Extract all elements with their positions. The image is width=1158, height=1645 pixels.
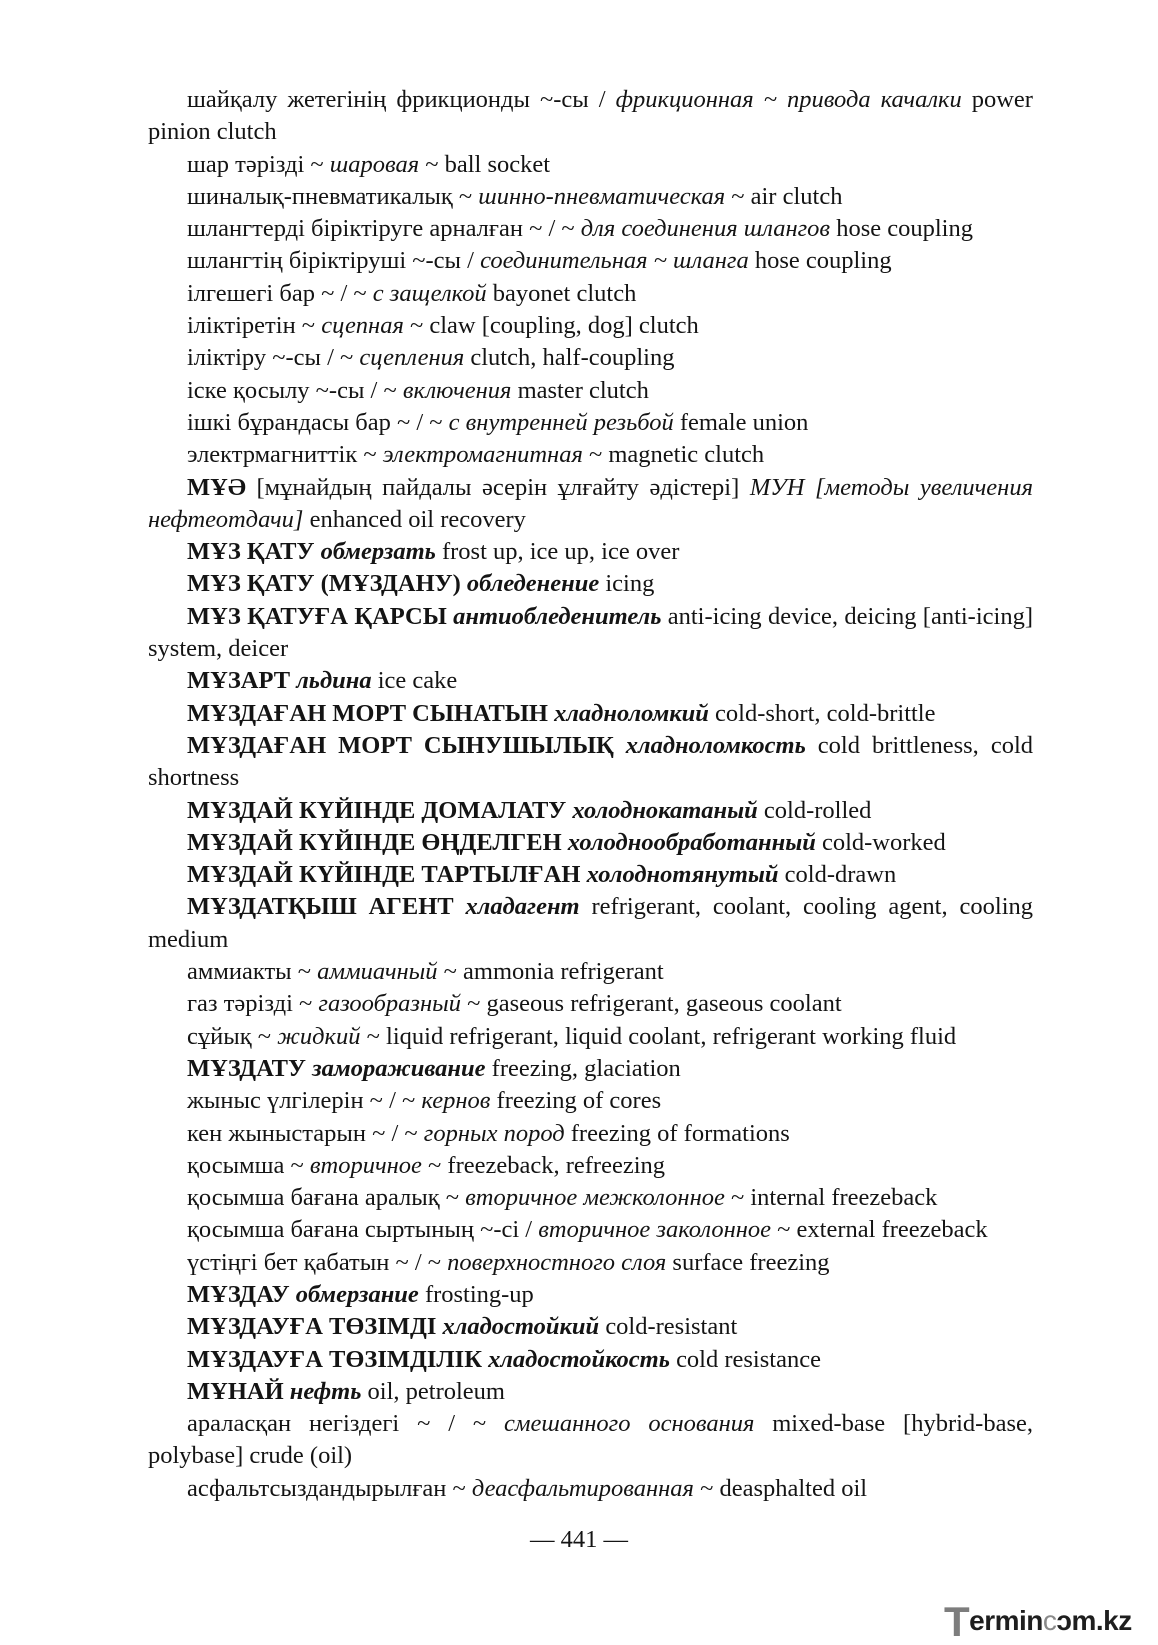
- entry-text: clutch, half-coupling: [464, 344, 675, 372]
- entry-headword: МҰЗДАУҒА ТӨЗІМДІ: [187, 1313, 437, 1341]
- entry-headword: МҰӘ: [187, 473, 246, 501]
- dictionary-entry: [148, 1118, 1033, 1150]
- entry-text: іске қосылу ~-сы / ~: [187, 376, 403, 404]
- dictionary-entry: [148, 1279, 1033, 1311]
- entry-russian-headword: антиобледенитель: [453, 602, 662, 630]
- entry-russian: с внутренней резьбой: [448, 408, 674, 436]
- dictionary-entry: [148, 1473, 1033, 1505]
- entry-text: [614, 732, 626, 759]
- entry-text: ~ ball socket: [419, 150, 551, 178]
- entry-russian: электромагнитная: [382, 441, 583, 469]
- entry-russian-headword: обмерзание: [295, 1280, 419, 1308]
- watermark-part-1: ermin: [969, 1605, 1043, 1636]
- entry-russian-headword: льдина: [296, 667, 372, 695]
- entry-russian-headword: холоднотянутый: [586, 861, 779, 889]
- dictionary-entry: [148, 730, 1033, 795]
- dictionary-entry: [148, 1214, 1033, 1246]
- entry-russian: включения: [402, 376, 512, 404]
- entry-russian: аммиачный: [317, 958, 438, 986]
- dictionary-entry: [148, 375, 1033, 407]
- entry-text: cold-drawn: [778, 861, 897, 889]
- entry-russian: жидкий: [277, 1022, 361, 1050]
- entry-russian: шинно-пневматическая: [478, 182, 726, 210]
- entry-text: ~ deasphalted oil: [693, 1474, 868, 1502]
- entry-text: қосымша бағана сыртының ~-сі /: [187, 1216, 539, 1244]
- entry-headword: МҰНАЙ: [187, 1377, 284, 1405]
- dictionary-entry: [148, 1408, 1033, 1473]
- entry-text: араласқан негіздегі ~ / ~: [187, 1410, 504, 1438]
- entry-russian: поверхностного слоя: [447, 1248, 667, 1276]
- dictionary-entry: [148, 665, 1033, 697]
- entry-headword: МҰЗДАҒАН МОРТ СЫНАТЫН: [187, 699, 548, 727]
- entry-text: іліктіретін ~: [187, 312, 322, 340]
- entry-headword: МҰЗДАУ: [187, 1280, 290, 1308]
- entry-headword: МҰЗДАЙ КҮЙІНДЕ ДОМАЛАТУ: [187, 796, 567, 824]
- entry-text: frosting-up: [418, 1280, 534, 1308]
- entry-headword: МҰЗАРТ: [187, 667, 291, 695]
- dictionary-entry: [148, 181, 1033, 213]
- entry-text: шлангтерді біріктіруге арналған ~ / ~: [187, 215, 581, 243]
- entry-text: ішкі бұрандасы бар ~ / ~: [187, 408, 449, 436]
- dictionary-entry: [148, 1053, 1033, 1085]
- dictionary-entry: [148, 1085, 1033, 1117]
- dictionary-entry: [148, 1247, 1033, 1279]
- entry-headword: МҰЗ ҚАТУҒА ҚАРСЫ: [187, 602, 447, 630]
- entry-text: аммиакты ~: [187, 958, 318, 986]
- watermark-initial: T: [944, 1598, 970, 1645]
- dictionary-entry: [148, 536, 1033, 568]
- entry-russian: смешанного основания: [503, 1410, 755, 1438]
- entry-russian-headword: обледенение: [466, 570, 600, 598]
- entry-text: қосымша бағана аралық ~: [187, 1184, 466, 1212]
- dictionary-entry: [148, 407, 1033, 439]
- dictionary-entry: [148, 891, 1033, 956]
- entry-text: қосымша ~: [187, 1151, 310, 1179]
- dictionary-entry: [148, 795, 1033, 827]
- entry-russian-headword: обмерзать: [320, 538, 436, 566]
- entry-russian: деасфальтированная: [471, 1474, 694, 1502]
- dictionary-entry: [148, 278, 1033, 310]
- magnifier-icon: c: [1042, 1605, 1057, 1636]
- entry-russian: сцепления: [359, 344, 465, 372]
- entry-text: ~ gaseous refrigerant, gaseous coolant: [461, 990, 842, 1018]
- dictionary-text: [148, 84, 1033, 1505]
- entry-russian-headword: хладноломкость: [625, 731, 806, 759]
- entry-text: frost up, ice up, ice over: [435, 538, 680, 566]
- entry-text: freezing of cores: [490, 1087, 662, 1115]
- dictionary-entry: [148, 698, 1033, 730]
- entry-headword: МҰЗДАТУ: [187, 1054, 306, 1082]
- entry-text: hose coupling: [748, 247, 892, 275]
- entry-russian: сцепная: [321, 312, 404, 340]
- entry-russian-headword: замораживание: [312, 1054, 486, 1082]
- entry-text: cold resistance: [669, 1345, 821, 1373]
- entry-text: icing: [599, 570, 655, 598]
- dictionary-entry: [148, 1021, 1033, 1053]
- dictionary-entry: [148, 568, 1033, 600]
- entry-russian-headword: хладостойкий: [442, 1313, 600, 1341]
- entry-text: cold-resistant: [599, 1313, 738, 1341]
- entry-russian-headword: хладагент: [465, 893, 580, 921]
- entry-russian-headword: хладноломкий: [554, 699, 709, 727]
- entry-text: refrigerant, coolant, cooling agent, cooling medium: [148, 893, 1033, 953]
- entry-text: enhanced oil recovery: [303, 505, 526, 533]
- entry-russian: с защелкой: [372, 279, 487, 307]
- entry-text: ~ claw [coupling, dog] clutch: [403, 312, 699, 340]
- dictionary-entry: [148, 1150, 1033, 1182]
- dictionary-entry: [148, 245, 1033, 277]
- entry-text: cold-worked: [815, 828, 946, 856]
- entry-russian: вторичное заколонное: [538, 1216, 772, 1244]
- entry-text: cold-rolled: [757, 796, 872, 824]
- dictionary-entry: [148, 827, 1033, 859]
- entry-text: ice cake: [371, 667, 458, 695]
- entry-russian-headword: хладостойкость: [488, 1345, 670, 1373]
- entry-russian: шаровая: [329, 150, 420, 178]
- dictionary-entry: [148, 956, 1033, 988]
- entry-text: ~ internal freezeback: [724, 1184, 938, 1212]
- entry-text: асфальтсыздандырылған ~: [187, 1474, 472, 1502]
- entry-russian-headword: холоднокатаный: [572, 796, 758, 824]
- entry-russian: фрикционная ~ привода качалки: [615, 86, 962, 113]
- entry-text: cold brittleness, cold shortness: [148, 731, 1033, 792]
- entry-text: ілгешегі бар ~ / ~: [187, 279, 373, 307]
- dictionary-entry: [148, 310, 1033, 342]
- entry-text: bayonet clutch: [486, 279, 637, 307]
- entry-russian: вторичное межколонное: [465, 1184, 725, 1212]
- entry-text: freezing of formations: [564, 1119, 790, 1147]
- entry-text: ~ ammonia refrigerant: [437, 958, 664, 986]
- entry-text: шлангтің біріктіруші ~-сы /: [187, 247, 481, 275]
- entry-text: іліктіру ~-сы / ~: [187, 344, 360, 372]
- entry-text: электрмагниттік ~: [187, 441, 383, 469]
- entry-text: oil, petroleum: [361, 1377, 505, 1405]
- entry-text: ~ magnetic clutch: [582, 441, 765, 469]
- entry-text: surface freezing: [666, 1248, 830, 1276]
- entry-text: [454, 893, 466, 920]
- entry-text: шиналық-пневматикалық ~: [187, 182, 479, 210]
- entry-text: үстіңгі бет қабатын ~ / ~: [187, 1248, 448, 1276]
- dictionary-entry: [148, 859, 1033, 891]
- entry-russian-headword: нефть: [289, 1377, 362, 1405]
- entry-text: жыныс үлгілерін ~ / ~: [187, 1087, 422, 1115]
- entry-headword: МҰЗ ҚАТУ (МҰЗДАНУ): [187, 570, 461, 598]
- entry-text: шар тәрізді ~: [187, 150, 330, 178]
- entry-text: ~ air clutch: [725, 182, 843, 210]
- entry-russian: вторичное: [309, 1151, 422, 1179]
- dictionary-entry: [148, 472, 1033, 537]
- entry-headword: МҰЗДАҒАН МОРТ СЫНУШЫЛЫҚ: [187, 731, 614, 759]
- dictionary-entry: [148, 1182, 1033, 1214]
- entry-russian: для соединения шлангов: [580, 215, 831, 243]
- entry-russian: газообразный: [318, 990, 461, 1018]
- entry-text: ~ liquid refrigerant, liquid coolant, refrigerant working fluid: [360, 1022, 957, 1050]
- entry-text: hose coupling: [830, 215, 973, 243]
- dictionary-entry: [148, 988, 1033, 1020]
- entry-text: ~ external freezeback: [771, 1216, 988, 1244]
- watermark-part-2: ɔm.kz: [1056, 1605, 1132, 1636]
- dictionary-entry: [148, 84, 1033, 149]
- entry-text: female union: [673, 408, 809, 436]
- dictionary-entry: [148, 601, 1033, 666]
- entry-text: master clutch: [511, 376, 649, 404]
- entry-text: cold-short, cold-brittle: [708, 699, 936, 727]
- entry-russian-headword: холоднообработанный: [567, 828, 816, 856]
- entry-headword: МҰЗДАЙ КҮЙІНДЕ ӨҢДЕЛГЕН: [187, 828, 562, 856]
- site-watermark-logo: [944, 1592, 1132, 1645]
- entry-text: [мұнайдың пайдалы әсерін ұлғайту әдістері]: [245, 473, 750, 501]
- entry-russian: горных пород: [423, 1119, 565, 1147]
- entry-headword: МҰЗДАЙ КҮЙІНДЕ ТАРТЫЛҒАН: [187, 861, 581, 889]
- dictionary-entry: [148, 149, 1033, 181]
- entry-headword: МҰЗДАУҒА ТӨЗІМДІЛІК: [187, 1345, 482, 1373]
- entry-text: газ тәрізді ~: [187, 990, 319, 1018]
- entry-text: ~ freezeback, refreezing: [421, 1151, 666, 1179]
- entry-headword: МҰЗ ҚАТУ: [187, 538, 315, 566]
- entry-russian: соединительная ~ шланга: [480, 247, 749, 275]
- dictionary-entry: [148, 342, 1033, 374]
- entry-russian: МУН [методы увеличения нефтеотдачи]: [148, 473, 1033, 533]
- entry-text: шайқалу жетегінің фрикционды ~-сы /: [187, 86, 616, 113]
- dictionary-entry: [148, 1344, 1033, 1376]
- entry-text: сұйық ~: [187, 1022, 278, 1050]
- entry-text: power pinion clutch: [148, 86, 1033, 146]
- entry-text: anti-icing device, deicing [anti-icing] system, deicer: [148, 602, 1033, 663]
- page-number: — 441 —: [530, 1526, 628, 1553]
- entry-headword: МҰЗДАТҚЫШ АГЕНТ: [187, 893, 454, 921]
- entry-text: freezing, glaciation: [485, 1054, 681, 1082]
- entry-russian: кернов: [421, 1087, 491, 1115]
- dictionary-entry: [148, 439, 1033, 471]
- dictionary-entry: [148, 1376, 1033, 1408]
- entry-text: кен жыныстарын ~ / ~: [187, 1119, 424, 1147]
- dictionary-entry: [148, 213, 1033, 245]
- dictionary-entry: [148, 1311, 1033, 1343]
- entry-text: mixed-base [hybrid-base, polybase] crude (oil): [148, 1410, 1033, 1470]
